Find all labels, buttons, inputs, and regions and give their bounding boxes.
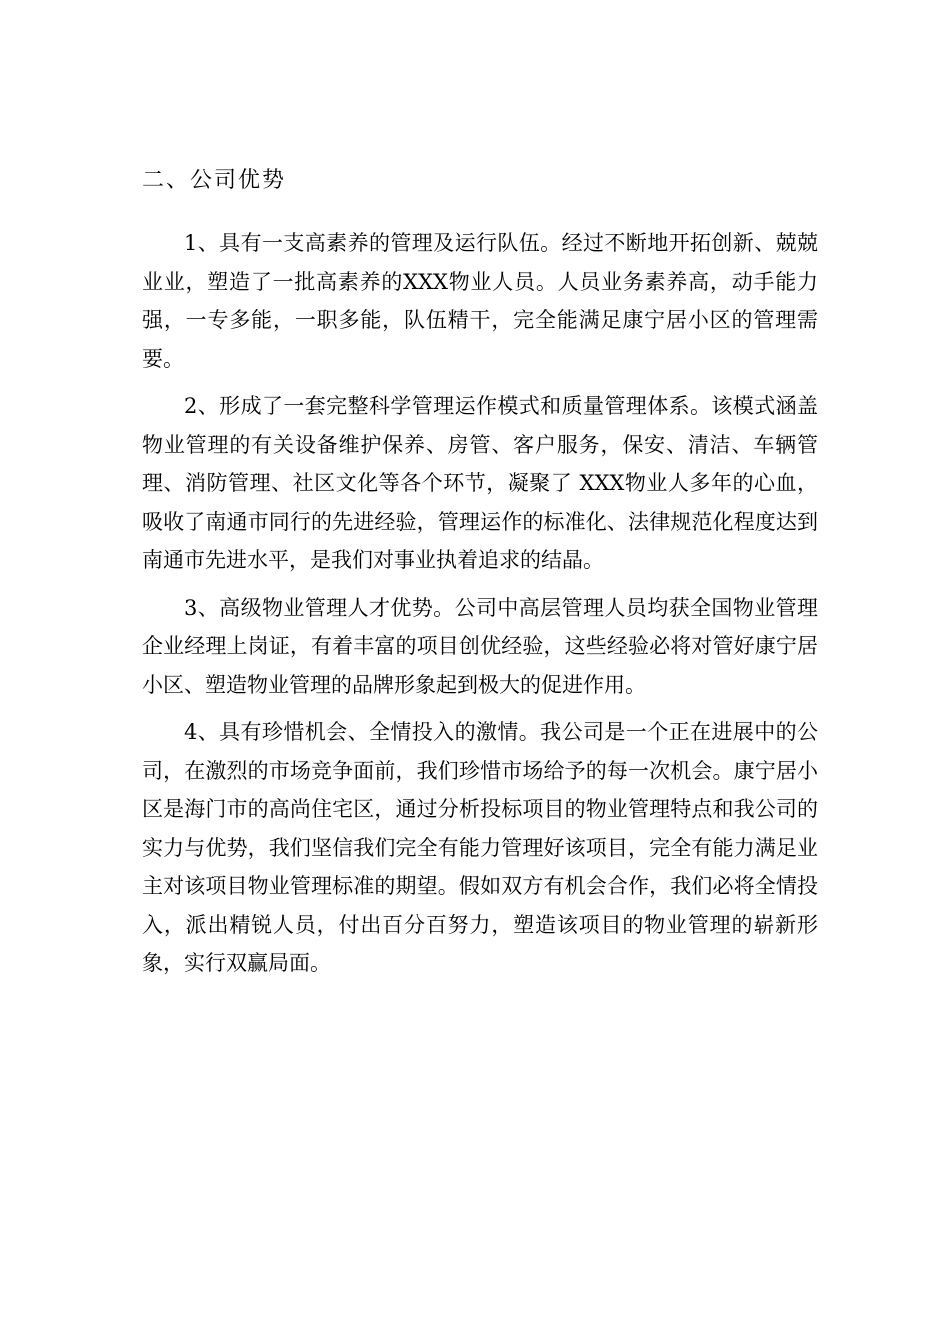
paragraph-1: 1、具有一支高素养的管理及运行队伍。经过不断地开拓创新、兢兢业业，塑造了一批高素养的XXX物业人员。人员业务素养高，动手能力强，一专多能，一职多能，队伍精干，完全能满足康宁居小区的管理需要。 [142,231,818,371]
paragraph-2: 2、形成了一套完整科学管理运作模式和质量管理体系。该模式涵盖物业管理的有关设备维护保养、房管、客户服务，保安、清洁、车辆管理、消防管理、社区文化等各个环节，凝聚了 XXX物业人多年的心血，吸收了南通市同行的先进经验，管理运作的标准化、法律规范化程度达到南通市先进水平，是我们对事业执着追求的结晶。 [142,394,818,572]
section-heading: 二、公司优势 [142,168,287,193]
paragraph-4: 4、具有珍惜机会、全情投入的激情。我公司是一个正在进展中的公司，在激烈的市场竞争面前，我们珍惜市场给予的每一次机会。康宁居小区是海门市的高尚住宅区，通过分析投标项目的物业管理特点和我公司的实力与优势，我们坚信我们完全有能力管理好该项目，完全有能力满足业主对该项目物业管理标准的期望。假如双方有机会合作，我们必将全情投入，派出精锐人员，付出百分百努力，塑造该项目的物业管理的崭新形象，实行双赢局面。 [142,720,818,975]
paragraph-3: 3、高级物业管理人才优势。公司中高层管理人员均获全国物业管理企业经理上岗证，有着丰富的项目创优经验，这些经验必将对管好康宁居小区、塑造物业管理的品牌形象起到极大的促进作用。 [142,595,818,697]
body-text [142,224,818,992]
